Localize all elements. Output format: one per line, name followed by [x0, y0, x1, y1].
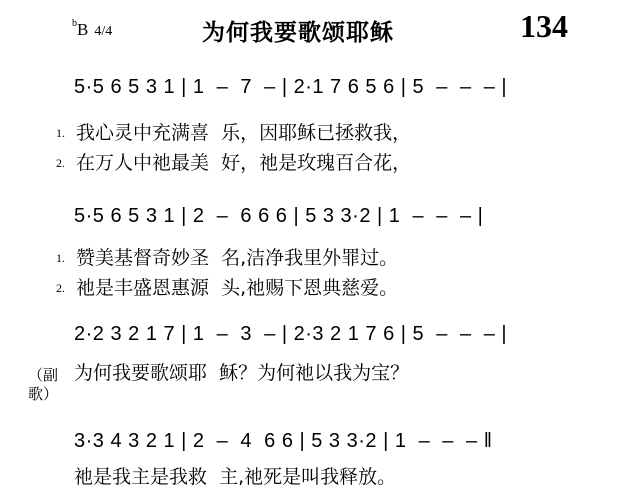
- notation-line-2: 5·5 6 5 3 1 | 2 – 6 6 6 | 5 3 3·2 | 1 – – – |: [74, 205, 484, 227]
- lyric-verse1-line1: 1. 我心灵中充满喜 乐，因耶稣已拯救我，: [56, 122, 412, 144]
- chorus-label: （副歌）: [28, 366, 59, 403]
- time-signature: 4/4: [94, 24, 113, 39]
- lyric-verse2-line1: 2. 在万人中祂最美 好，祂是玫瑰百合花，: [56, 152, 412, 174]
- key-signature: $^b$B 4/4: [72, 18, 113, 39]
- lyric-chorus-line1: 为何我要歌颂耶 稣？为何祂以我为宝？: [74, 362, 410, 384]
- hymn-title: 为何我要歌颂耶稣: [202, 20, 394, 46]
- lyric-chorus-line2: 祂是我主是我救 主,祂死是叫我释放。: [74, 466, 397, 488]
- notation-line-3: 2·2 3 2 1 7 | 1 – 3 – | 2·3 2 1 7 6 | 5 – – – |: [74, 323, 508, 345]
- hymn-number: 134: [520, 8, 568, 44]
- notation-line-1: 5·5 6 5 3 1 | 1 – 7 – | 2·1 7 6 5 6 | 5 – – – |: [74, 76, 508, 98]
- lyric-verse1-line2: 1. 赞美基督奇妙圣 名,洁净我里外罪过。: [56, 247, 399, 269]
- lyric-verse2-line2: 2. 祂是丰盛恩惠源 头,祂赐下恩典慈爱。: [56, 277, 399, 299]
- notation-line-4: 3·3 4 3 2 1 | 2 – 4 6 6 | 5 3 3·2 | 1 – – – ‖: [74, 430, 493, 452]
